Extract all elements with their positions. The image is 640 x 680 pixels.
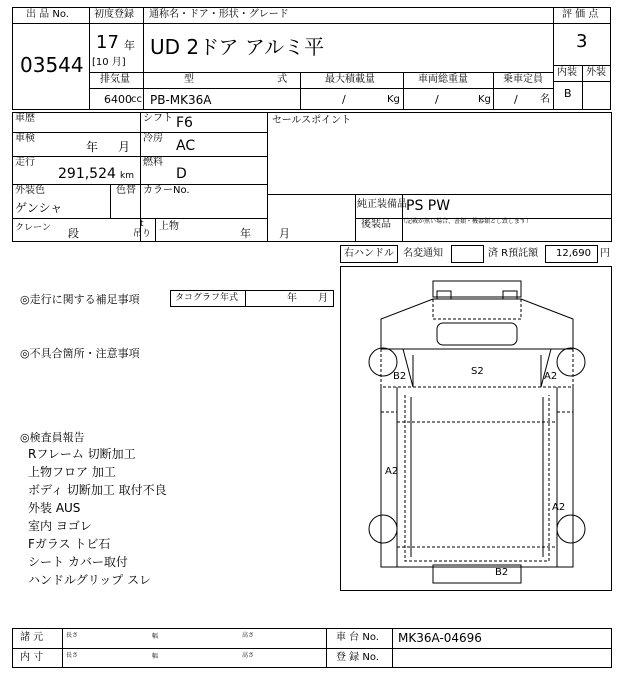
sales-point-label: セールスポイント xyxy=(272,115,352,126)
yen-unit: 円 xyxy=(600,248,610,259)
cc-unit: cc xyxy=(131,94,142,105)
reg-year-unit: 年 xyxy=(124,39,135,52)
chassis-label: 車 台 No. xyxy=(336,632,379,643)
inspector-line: Fガラス トビ石 xyxy=(28,537,111,551)
person-unit: 名 xyxy=(540,94,550,105)
damage-mark-a2-right: A2 xyxy=(544,371,558,382)
exterior-color-label: 外装色 xyxy=(15,185,45,196)
height-label: 高さ xyxy=(242,632,255,639)
max-load-value: / xyxy=(342,93,346,106)
upper-label: 上物 xyxy=(159,221,179,232)
inspection-month: 月 xyxy=(118,140,131,154)
interior-label: 内装 xyxy=(557,67,577,78)
crane-stage: 段 xyxy=(68,227,79,240)
upper-month: 月 xyxy=(279,227,290,240)
inspector-line: 室内 ヨゴレ xyxy=(28,519,92,533)
recycle-amount: 12,690 xyxy=(556,248,591,259)
crane-label: クレーン xyxy=(15,223,51,233)
model-label: 通称名・ドア・形状・グレード xyxy=(149,9,289,20)
tacho-month: 月 xyxy=(318,293,328,304)
capacity-value: / xyxy=(514,93,518,106)
tacho-label: タコグラフ年式 xyxy=(175,293,239,303)
mileage-label: 走行 xyxy=(15,157,35,168)
name-change-label: 名変通知 xyxy=(403,248,443,259)
kg-unit-2: Kg xyxy=(478,94,491,105)
inspector-line: 外装 AUS xyxy=(28,501,81,515)
first-reg-label: 初度登録 xyxy=(94,9,134,20)
reg-year: 17 xyxy=(96,32,119,53)
inspector-line: ハンドルグリップ スレ xyxy=(28,573,152,587)
damage-mark-b2-rear: B2 xyxy=(495,567,509,578)
mileage-value: 291,524 xyxy=(58,166,116,182)
dims-label: 諸 元 xyxy=(20,632,44,643)
ac-label: 冷房 xyxy=(143,133,163,144)
max-load-label: 最大積載量 xyxy=(325,74,375,85)
inspector-line: Rフレーム 切断加工 xyxy=(28,447,136,461)
score-value: 3 xyxy=(576,31,588,52)
lot-number: 03544 xyxy=(20,53,84,77)
chassis-number: MK36A-04696 xyxy=(398,631,482,645)
inspector-label: ◎検査員報告 xyxy=(20,431,85,444)
crane-hang: 吊り xyxy=(133,229,152,239)
truck-outline xyxy=(341,267,611,590)
fuel-label: 燃料 xyxy=(143,157,163,168)
recycle-label: 済 R預託額 xyxy=(488,248,539,259)
score-label: 評 価 点 xyxy=(562,9,599,20)
inner-height-label: 高さ xyxy=(242,652,255,659)
inspector-line: 上物フロア 加工 xyxy=(28,465,116,479)
exterior-color-value: ゲンシャ xyxy=(15,201,63,215)
reg-no-label: 登 録 No. xyxy=(336,652,379,663)
inner-length-label: 長さ xyxy=(66,652,79,659)
tacho-year: 年 xyxy=(287,293,297,304)
exterior-label: 外装 xyxy=(586,67,606,78)
color-change-label: 色替 xyxy=(116,185,136,196)
fuel-value: D xyxy=(176,166,187,182)
right-handle: 右ハンドル xyxy=(344,248,394,259)
inner-width-label: 幅 xyxy=(152,653,159,660)
ac-value: AC xyxy=(176,138,196,154)
capacity-label: 乗車定員 xyxy=(503,74,543,85)
damage-mark-s2: S2 xyxy=(471,366,484,377)
genuine-label: 純正装備品 xyxy=(357,199,407,210)
color-code-label: カラーNo. xyxy=(143,185,190,196)
gross-weight-label: 車両総重量 xyxy=(418,74,468,85)
model-name: UD 2ドア アルミ平 xyxy=(150,35,325,59)
shift-value: F6 xyxy=(176,115,193,131)
inspector-line: シート カバー取付 xyxy=(28,555,128,569)
aftermarket-note: （記載が無い場合、書類・機器類とし致します） xyxy=(400,218,533,225)
upper-year: 年 xyxy=(240,227,251,240)
damage-mark-b2-front: B2 xyxy=(393,371,407,382)
shift-label: シフト xyxy=(143,113,173,124)
width-label: 幅 xyxy=(152,633,159,640)
type-label: 型 式 xyxy=(184,74,328,85)
kg-unit-1: Kg xyxy=(387,94,400,105)
inspection-year: 年 xyxy=(86,140,99,154)
reg-month: [10 月] xyxy=(92,57,126,68)
crane-ton: t xyxy=(140,219,144,229)
length-label: 長さ xyxy=(66,632,79,639)
inspector-line: ボディ 切断加工 取付不良 xyxy=(28,483,167,497)
damage-mark-a2-rear: A2 xyxy=(552,502,566,513)
history-label: 車歴 xyxy=(15,113,35,124)
type-value: PB-MK36A xyxy=(150,93,212,107)
genuine-value: PS PW xyxy=(406,198,451,214)
displacement-label: 排気量 xyxy=(100,74,130,85)
gross-weight-value: / xyxy=(435,93,439,106)
name-change-box xyxy=(451,245,484,263)
damage-mark-a2-left: A2 xyxy=(385,466,399,477)
defects-label: ◎不具合箇所・注意事項 xyxy=(20,347,140,360)
inspection-label: 車検 xyxy=(15,133,35,144)
driving-notes-label: ◎走行に関する補足事項 xyxy=(20,293,140,306)
inner-label: 内 寸 xyxy=(20,652,44,663)
displacement-value: 6400 xyxy=(104,93,132,106)
lot-no-label: 出 品 No. xyxy=(26,9,69,20)
truck-diagram xyxy=(340,266,612,591)
km-unit: km xyxy=(120,171,134,181)
aftermarket-label: 後装品 xyxy=(361,219,391,230)
interior-score: B xyxy=(564,87,572,100)
